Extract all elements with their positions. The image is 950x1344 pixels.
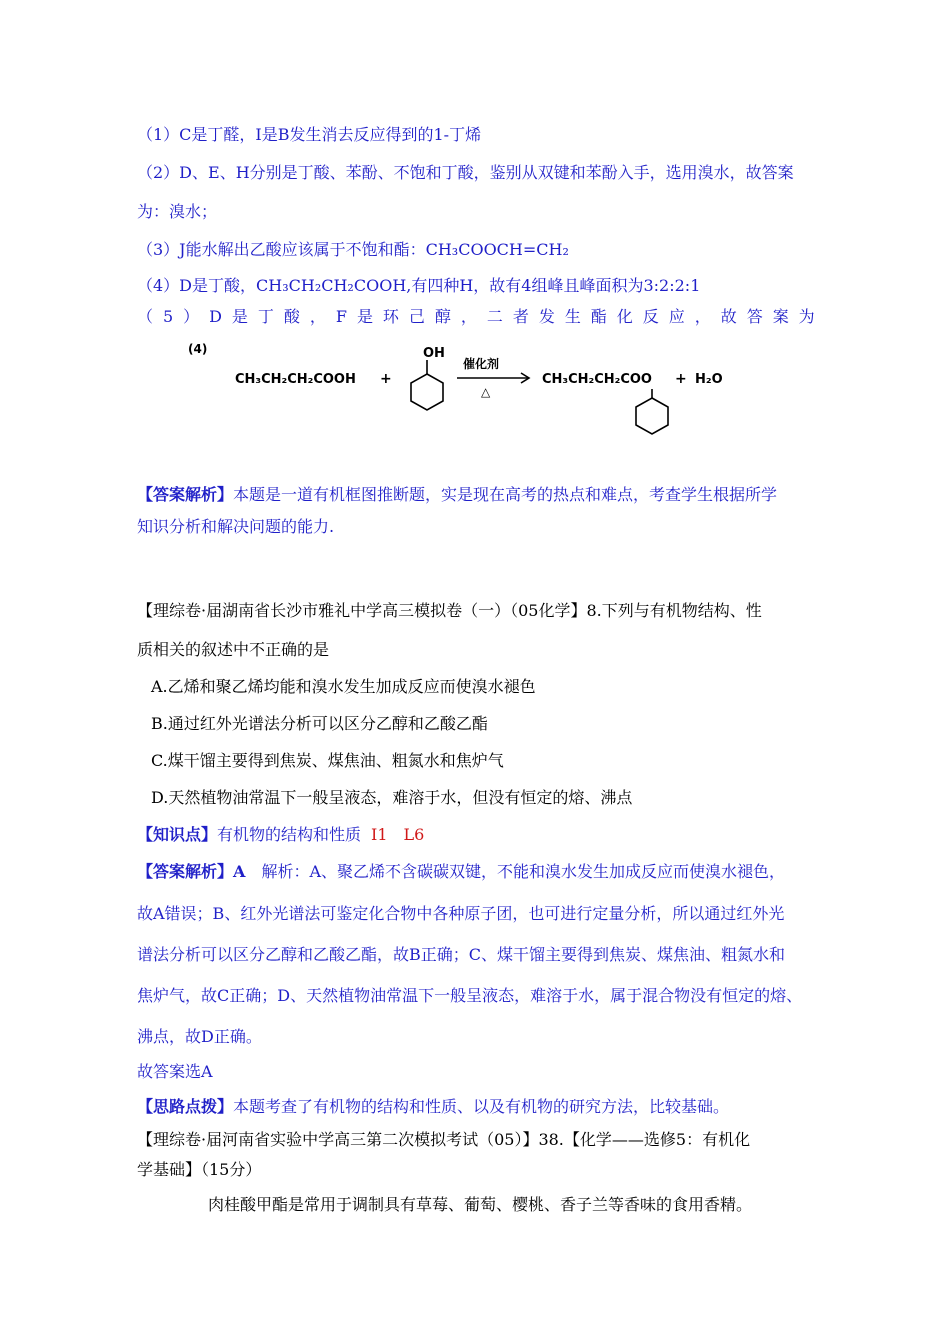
knowledge-codes: I1 L6 bbox=[371, 825, 425, 844]
knowledge-tag: 【知识点】 bbox=[137, 825, 218, 844]
knowledge-point bbox=[137, 824, 424, 846]
line5-char: 环 bbox=[382, 307, 399, 326]
q38-header-2: 学基础】（15分） bbox=[137, 1160, 262, 1179]
cyclohexanol-ring bbox=[411, 374, 443, 410]
q38-header-1: 【理综卷·届河南省实验中学高三第二次模拟考试（05）】38.【化学——选修5：有机化 bbox=[137, 1130, 751, 1149]
q8-option-a: A.乙烯和聚乙烯均能和溴水发生加成反应而使溴水褪色 bbox=[151, 677, 536, 696]
line5-char: 酸 bbox=[283, 307, 300, 326]
line5-char: 应 bbox=[668, 307, 685, 326]
line5-char: 化 bbox=[616, 307, 633, 326]
q8-analysis-tag: 【答案解析】 bbox=[137, 862, 234, 881]
line5-char: 反 bbox=[642, 307, 659, 326]
line5-char: 为 bbox=[798, 307, 815, 326]
q8-header-1: 【理综卷·届湖南省长沙市雅礼中学高三模拟卷（一）（05化学】8.下列与有机物结构、性 bbox=[137, 601, 762, 620]
answer-line-5 bbox=[137, 306, 815, 328]
heat-symbol: △ bbox=[481, 385, 491, 399]
knowledge-text: 有机物的结构和性质 bbox=[217, 825, 362, 844]
line5-char: 答 bbox=[746, 307, 763, 326]
line5-char: ， bbox=[694, 307, 711, 326]
q8-analysis-text-1: 解析：A、聚乙烯不含碳碳双键，不能和溴水发生加成反应而使溴水褪色， bbox=[245, 862, 785, 881]
line5-char: 丁 bbox=[257, 307, 274, 326]
line5-char: 是 bbox=[356, 307, 373, 326]
product-ester: CH₃CH₂CH₂COO bbox=[542, 372, 652, 387]
line5-char: F bbox=[335, 307, 347, 326]
q8-option-d: D.天然植物油常温下一般呈液态，难溶于水，但没有恒定的熔、沸点 bbox=[151, 788, 633, 807]
tip-text: 本题考查了有机物的结构和性质、以及有机物的研究方法，比较基础。 bbox=[233, 1097, 730, 1116]
thinking-tip bbox=[137, 1096, 729, 1118]
tip-tag: 【思路点拨】 bbox=[137, 1097, 234, 1116]
q8-analysis-line-5: 沸点，故D正确。 bbox=[137, 1027, 262, 1046]
q8-analysis-line-2: 故A错误；B、红外光谱法可鉴定化合物中各种原子团，也可进行定量分析，所以通过红外光 bbox=[137, 904, 785, 923]
line5-char: 是 bbox=[231, 307, 248, 326]
q8-final-answer: 故答案选A bbox=[137, 1062, 213, 1081]
q8-option-b: B.通过红外光谱法分析可以区分乙醇和乙酸乙酯 bbox=[151, 714, 488, 733]
line5-char: 二 bbox=[486, 307, 503, 326]
q8-option-c: C.煤干馏主要得到焦炭、煤焦油、粗氮水和焦炉气 bbox=[151, 751, 504, 770]
analysis-text-1: 本题是一道有机框图推断题，实是现在高考的热点和难点，考查学生根据所学 bbox=[233, 485, 778, 504]
line5-char: （ bbox=[137, 307, 154, 326]
answer-line-2a: （2）D、E、H分别是丁酸、苯酚、不饱和丁酸，鉴别从双键和苯酚入手，选用溴水，故答案 bbox=[137, 163, 794, 182]
product-water: H₂O bbox=[695, 372, 723, 387]
line5-char: ） bbox=[183, 307, 200, 326]
line5-char: ， bbox=[460, 307, 477, 326]
line5-char: 己 bbox=[408, 307, 425, 326]
answer-line-3: （3）J能水解出乙酸应该属于不饱和酯：CH₃COOCH=CH₂ bbox=[137, 240, 569, 259]
hydroxyl-label: OH bbox=[423, 346, 445, 361]
answer-line-4: （4）D是丁酸，CH₃CH₂CH₂COOH,有四种H，故有4组峰且峰面积为3:2:2:1 bbox=[137, 276, 701, 295]
line5-char: 者 bbox=[512, 307, 529, 326]
answer-line-2b: 为：溴水； bbox=[137, 202, 218, 221]
line5-char: 案 bbox=[772, 307, 789, 326]
analysis-tag: 【答案解析】 bbox=[137, 485, 234, 504]
cyclohexyl-ring bbox=[636, 398, 668, 434]
q8-header-2: 质相关的叙述中不正确的是 bbox=[137, 640, 330, 659]
q8-answer-letter: A bbox=[233, 862, 246, 881]
catalyst-label: 催化剂 bbox=[463, 357, 500, 371]
reaction-label: (4) bbox=[188, 342, 208, 356]
q8-analysis-line-1 bbox=[137, 861, 785, 883]
line5-char: D bbox=[209, 307, 222, 326]
q38-intro: 肉桂酸甲酯是常用于调制具有草莓、葡萄、樱桃、香子兰等香味的食用香精。 bbox=[208, 1195, 753, 1214]
analysis-paragraph bbox=[137, 484, 777, 506]
q8-analysis-line-3: 谱法分析可以区分乙醇和乙酸乙酯，故B正确；C、煤干馏主要得到焦炭、煤焦油、粗氮水和 bbox=[137, 945, 786, 964]
line5-char: 生 bbox=[564, 307, 581, 326]
line5-char: 酯 bbox=[590, 307, 607, 326]
q8-analysis-line-4: 焦炉气，故C正确；D、天然植物油常温下一般呈液态，难溶于水，属于混合物没有恒定的熔、 bbox=[137, 986, 803, 1005]
line5-char: 发 bbox=[538, 307, 555, 326]
analysis-text-2: 知识分析和解决问题的能力. bbox=[137, 517, 335, 536]
reactant-butanoic-acid: CH₃CH₂CH₂COOH bbox=[235, 372, 356, 387]
plus-sign: + bbox=[380, 371, 392, 387]
esterification-reaction-diagram bbox=[185, 338, 745, 450]
answer-line-1: （1）C是丁醛，I是B发生消去反应得到的1-丁烯 bbox=[137, 125, 482, 144]
plus-sign-2: + bbox=[675, 371, 687, 387]
line5-char: ， bbox=[309, 307, 326, 326]
line5-char: 醇 bbox=[434, 307, 451, 326]
line5-char: 5 bbox=[162, 307, 174, 326]
line5-char: 故 bbox=[720, 307, 737, 326]
